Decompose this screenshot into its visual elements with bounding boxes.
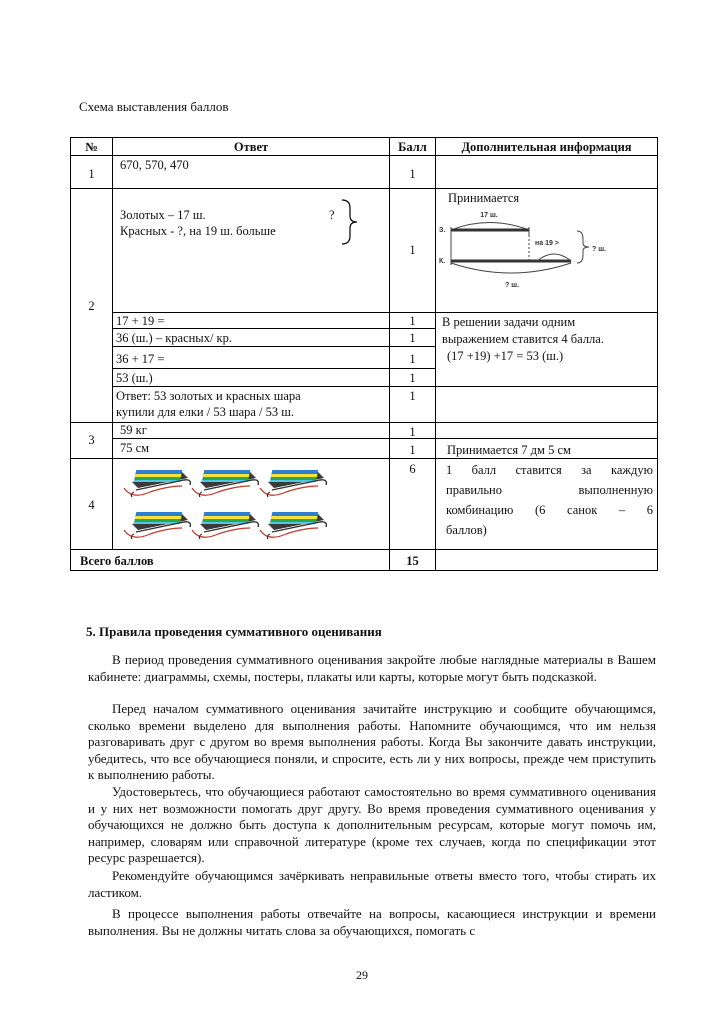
diagram-more-label: на 19 > — [535, 240, 559, 247]
step5-text-line2: купили для елки / 53 шара / 53 ш. — [116, 405, 295, 419]
row4-info-line3: комбинацию (6 санок – 6 — [446, 503, 653, 517]
row3-answer1: 59 кг — [120, 423, 147, 437]
step5-score: 1 — [409, 389, 416, 403]
step2-text: 36 (ш.) – красных/ кр. — [116, 331, 233, 345]
row1-number: 1 — [88, 167, 95, 181]
row4-info-line1: 1 балл ставится за каждую — [446, 463, 653, 477]
sleds-illustration — [114, 460, 388, 548]
row1-score: 1 — [409, 167, 416, 181]
segment-diagram — [437, 203, 617, 293]
row2-info-line3: (17 +19) +17 = 53 (ш.) — [447, 349, 564, 363]
row2-info-line1: В решении задачи одним — [442, 315, 576, 329]
step4-score: 1 — [409, 371, 416, 385]
row4-score: 6 — [409, 462, 416, 476]
curly-brace-icon — [338, 198, 360, 246]
row1-answer: 670, 570, 470 — [120, 158, 189, 172]
diagram-z-label: З. — [439, 227, 446, 234]
row2-question-mark: ? — [329, 208, 335, 222]
scoring-scheme-caption: Схема выставления баллов — [79, 99, 229, 114]
diagram-k-label: К. — [439, 258, 446, 265]
sled-icon — [260, 470, 326, 497]
row2-number: 2 — [88, 299, 95, 313]
row3-score1: 1 — [409, 425, 416, 439]
row4-info-line2: правильно выполненную — [446, 483, 653, 497]
row2-diagram-score: 1 — [409, 243, 416, 257]
row2-accepted-label: Принимается — [448, 191, 520, 205]
sled-icon — [124, 512, 190, 539]
total-score: 15 — [406, 554, 419, 568]
sled-icon — [124, 470, 190, 497]
header-number: № — [85, 140, 98, 154]
sled-icon — [260, 512, 326, 539]
paragraph-1: В период проведения суммативного оценивания закройте любые наглядные материалы в Вашем кабинете: диаграммы, схемы, постеры, плакаты или карты, которые могут быть подсказкой. — [88, 652, 656, 684]
paragraph-5: В процессе выполнения работы отвечайте на вопросы, касающиеся инструкции и времени выполнения. Вы не должны читать слова за обучающихся, помогать с — [88, 906, 656, 938]
row4-info-line4: баллов) — [446, 523, 487, 537]
step3-score: 1 — [409, 352, 416, 366]
row2-gold-line: Золотых – 17 ш. — [120, 208, 206, 222]
row3-score2: 1 — [409, 443, 416, 457]
total-label: Всего баллов — [80, 554, 154, 568]
step1-score: 1 — [409, 314, 416, 328]
row2-red-line: Красных - ?, на 19 ш. больше — [120, 224, 276, 238]
step5-text-line1: Ответ: 53 золотых и красных шара — [116, 389, 301, 403]
paragraph-2: Перед началом суммативного оценивания зачитайте инструкцию и сообщите обучающимся, сколько времени выделено для выполнения работы. Напомните обучающимся, что им нельзя разговаривать друг с другом во время выполнения работы. Когда Вы закончите давать инструкции, убедитесь, что все обучающиеся поняли, и спросите, есть ли у них вопросы, прежде чем приступить к выполнению работы. — [88, 701, 656, 782]
paragraph-4: Рекомендуйте обучающимся зачёркивать неправильные ответы вместо того, чтобы стирать их ластиком. — [88, 868, 656, 900]
header-additional-info: Дополнительная информация — [461, 140, 632, 154]
page-number: 29 — [356, 968, 368, 982]
step2-score: 1 — [409, 331, 416, 345]
step4-text: 53 (ш.) — [116, 371, 153, 385]
row3-info: Принимается 7 дм 5 см — [447, 443, 571, 457]
diagram-gold-label: 17 ш. — [480, 212, 498, 219]
row3-answer2: 75 см — [120, 441, 150, 455]
step1-text: 17 + 19 = — [116, 314, 165, 328]
diagram-q1-label: ? ш. — [592, 246, 606, 253]
header-answer: Ответ — [233, 140, 269, 154]
diagram-q2-label: ? ш. — [505, 282, 519, 289]
section-title: 5. Правила проведения суммативного оценивания — [86, 624, 382, 639]
sled-icon — [192, 512, 258, 539]
row4-number: 4 — [88, 498, 95, 512]
row3-number: 3 — [88, 433, 95, 447]
row2-info-line2: выражением ставится 4 балла. — [442, 332, 604, 346]
step3-text: 36 + 17 = — [116, 352, 165, 366]
paragraph-3: Удостоверьтесь, что обучающиеся работают самостоятельно во время суммативного оценивания и у них нет возможности помогать друг другу. Во время проведения суммативного оценивания у обучающихся не должно быть доступа к дополнительным ресурсам, которые могут помочь им, например, словарям или справочной литературе (кроме тех случаев, когда по спецификации этот ресурс разрешается). — [88, 784, 656, 865]
sled-icon — [192, 470, 258, 497]
header-score: Балл — [398, 140, 427, 154]
